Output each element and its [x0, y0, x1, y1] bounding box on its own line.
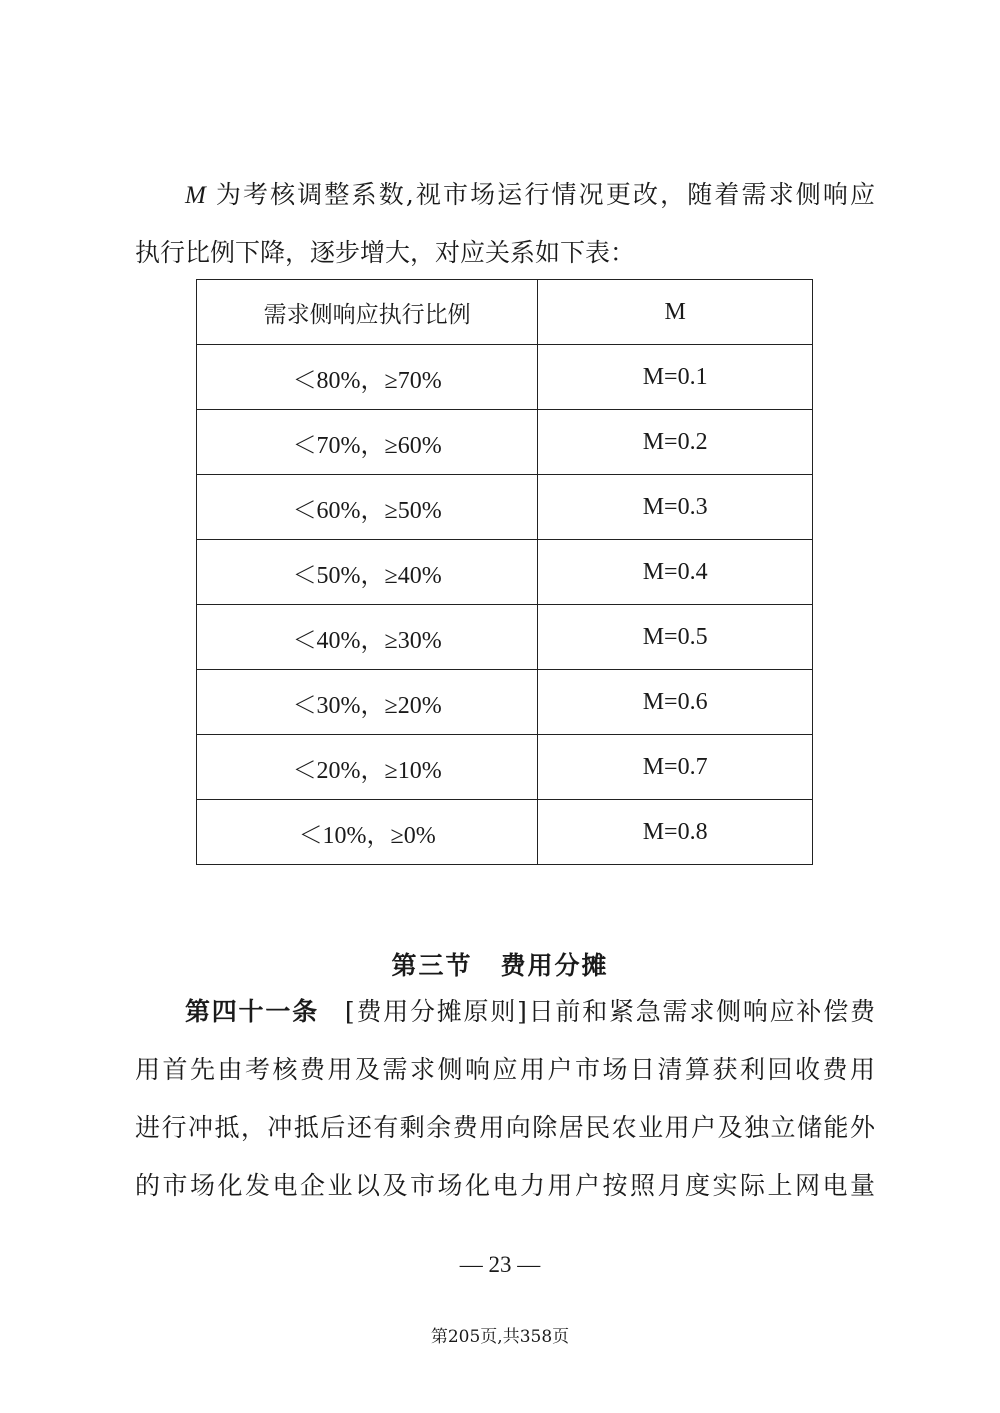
table-row	[197, 605, 813, 670]
table-header-row	[197, 280, 813, 345]
article-line-3: 进行冲抵，冲抵后还有剩余费用向除居民农业用户及独立储能外	[135, 1113, 875, 1142]
ratio-cell: ＜20%，≥10%	[197, 735, 538, 800]
m-value-cell: M=0.6	[538, 670, 813, 735]
ratio-cell: ＜40%，≥30%	[197, 605, 538, 670]
article-line-1-text: [费用分摊原则]日前和紧急需求侧响应补偿费	[344, 997, 875, 1026]
coefficient-variable: M	[185, 182, 206, 209]
table-row	[197, 345, 813, 410]
coefficient-table	[196, 279, 813, 865]
m-value-cell: M=0.4	[538, 540, 813, 605]
section-title: 费用分摊	[500, 951, 609, 980]
m-value-cell: M=0.2	[538, 410, 813, 475]
article-line-4: 的市场化发电企业以及市场化电力用户按照月度实际上网电量	[135, 1171, 875, 1200]
article-paragraph	[135, 983, 875, 1215]
section-heading	[0, 946, 1000, 982]
m-value-cell: M=0.7	[538, 735, 813, 800]
table-row	[197, 475, 813, 540]
page-footer: 第205页,共358页	[430, 1327, 570, 1347]
ratio-cell: ＜70%，≥60%	[197, 410, 538, 475]
ratio-cell: ＜30%，≥20%	[197, 670, 538, 735]
intro-line-1	[135, 166, 875, 224]
m-value-cell: M=0.5	[538, 605, 813, 670]
table-row	[197, 410, 813, 475]
ratio-cell: ＜60%，≥50%	[197, 475, 538, 540]
header-execution-ratio: 需求侧响应执行比例	[197, 280, 538, 345]
ratio-cell: ＜10%，≥0%	[197, 800, 538, 865]
m-value-cell: M=0.3	[538, 475, 813, 540]
article-line-1	[135, 983, 875, 1041]
table-row	[197, 735, 813, 800]
table-row	[197, 800, 813, 865]
header-m: M	[538, 280, 813, 345]
m-value-cell: M=0.1	[538, 345, 813, 410]
ratio-cell: ＜80%，≥70%	[197, 345, 538, 410]
intro-paragraph	[135, 166, 875, 282]
article-line-2: 用首先由考核费用及需求侧响应用户市场日清算获利回收费用	[135, 1055, 875, 1084]
table-row	[197, 670, 813, 735]
ratio-cell: ＜50%，≥40%	[197, 540, 538, 605]
m-value-cell: M=0.8	[538, 800, 813, 865]
intro-line-1-text: 为考核调整系数,视市场运行情况更改，随着需求侧响应	[215, 180, 875, 209]
page-number: — 23 —	[459, 1252, 541, 1277]
article-label: 第四十一条	[185, 997, 319, 1026]
section-number: 第三节	[391, 951, 473, 980]
intro-line-2: 执行比例下降，逐步增大，对应关系如下表：	[135, 238, 636, 267]
table-row	[197, 540, 813, 605]
